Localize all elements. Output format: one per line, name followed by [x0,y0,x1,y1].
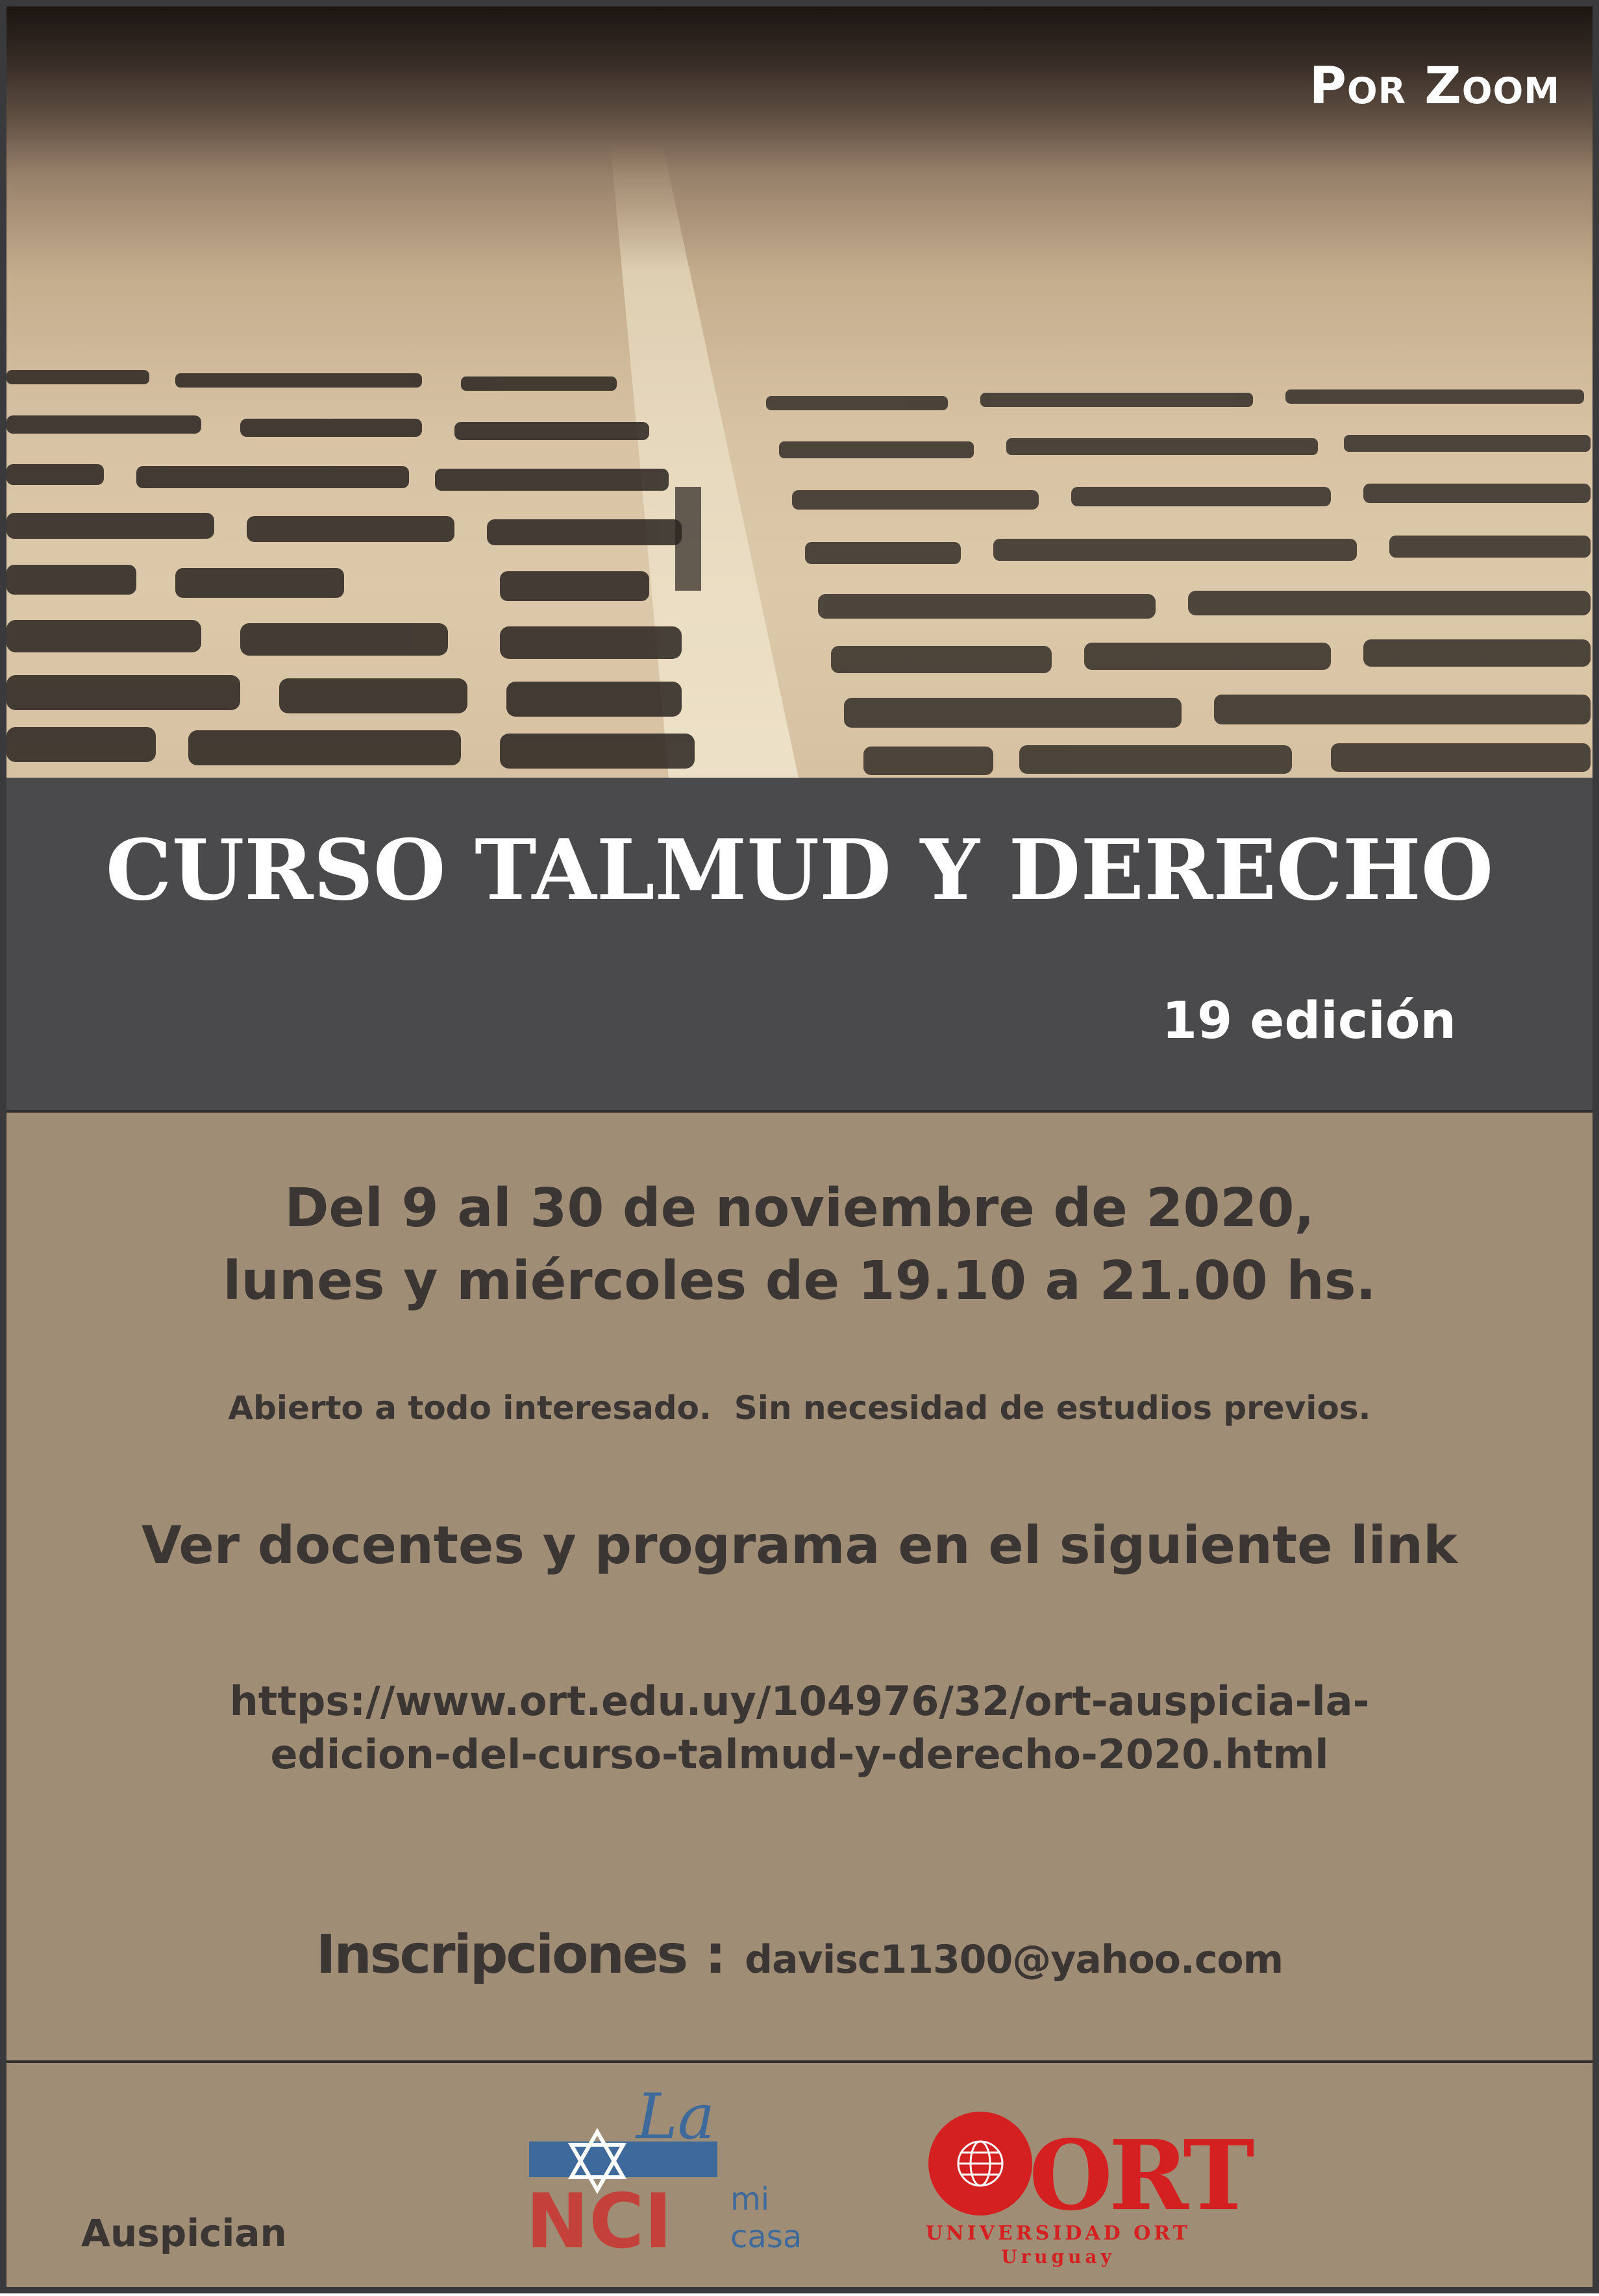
course-title: CURSO TALMUD Y DERECHO [105,822,1494,919]
registration-colon: : [686,1924,745,1986]
dates-line-2: lunes y miércoles de 19.10 a 21.00 hs. [223,1250,1376,1312]
sponsors-footer [6,2060,1593,2296]
registration-label: Inscripciones [316,1924,687,1986]
talmud-page-illustration [6,6,1593,778]
ort-logo [896,2102,1251,2271]
dates-line-1: Del 9 al 30 de noviembre de 2020, [284,1178,1315,1239]
info-section [6,1113,1593,2060]
course-url-line-2[interactable]: edicion-del-curso-talmud-y-derecho-2020.html [270,1731,1329,1778]
sponsors-label: Auspician [81,2211,287,2255]
nci-logo-letters: NCI [526,2178,673,2265]
hero-photo [6,6,1593,778]
nci-logo-tag2: casa [730,2219,802,2255]
ort-logo-line2: Uruguay [1001,2246,1115,2267]
edition-label: 19 edición [1161,992,1456,1050]
title-band [6,778,1593,1113]
open-to-all-text: Abierto a todo interesado. Sin necesidad de estudios previos. [228,1389,1371,1427]
ort-logo-letters: ORT [1029,2119,1251,2232]
program-link-text: Ver docentes y programa en el siguiente link [141,1515,1458,1575]
nci-logo-script: La [636,2080,715,2153]
ort-logo-line1: UNIVERSIDAD ORT [925,2222,1191,2245]
zoom-label: Por Zoom [1309,57,1560,116]
registration-line [6,1924,1593,1986]
registration-email[interactable]: davisc11300@yahoo.com [745,1937,1283,1982]
nci-logo-tag1: mi [730,2181,770,2217]
course-url-line-1[interactable]: https://www.ort.edu.uy/104976/32/ort-auspicia-la- [229,1677,1370,1725]
nci-logo [526,2080,837,2265]
